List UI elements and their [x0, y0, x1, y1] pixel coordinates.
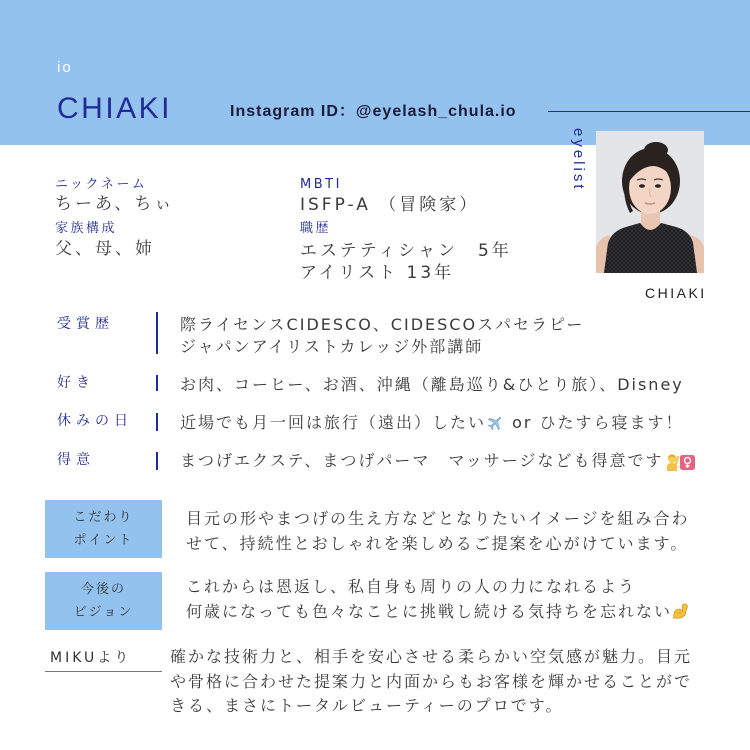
vision-label-line: ビジョン [73, 605, 134, 620]
mbti-value: ISFP-A （冒険家） [300, 195, 480, 215]
photo-caption: CHIAKI [645, 285, 707, 301]
family-label: 家族構成 [55, 221, 118, 236]
airplane-icon [487, 414, 504, 431]
vision-label-box [45, 572, 162, 630]
awards-label: 受賞歴 [57, 316, 114, 332]
awards-divider [156, 312, 158, 354]
vision-line: 何歳になっても色々なことに挑戦し続ける気持ちを忘れない [186, 602, 673, 621]
days-off-text-before: 近場でも月一回は旅行（遠出）したい [180, 413, 487, 432]
mbti-label: MBTI [300, 177, 342, 192]
career-value [300, 240, 512, 284]
comment-line: や骨格に合わせた提案力と内面からもお客様を輝かせることがで [170, 671, 693, 691]
vision-line-with-icon [186, 599, 690, 624]
days-off-text [180, 412, 684, 434]
career-line: アイリスト 13年 [300, 263, 455, 283]
commitment-line: せて、持続性とおしゃれを楽しめるご提案を心がけています。 [186, 534, 689, 553]
commitment-label-box [45, 500, 162, 558]
family-value: 父、母、姉 [55, 239, 155, 259]
awards-text [180, 314, 584, 358]
profile-name: CHIAKI [57, 92, 173, 125]
likes-label: 好き [57, 375, 95, 391]
female-sign-icon [680, 455, 695, 470]
flexed-biceps-icon [672, 602, 690, 620]
comment-label-underline [45, 671, 162, 672]
career-label: 職歴 [300, 221, 332, 236]
nickname-value: ちーあ、ちぃ [55, 194, 175, 214]
likes-text: お肉、コーヒー、お酒、沖縄（離島巡り&ひとり旅）、Disney [180, 375, 684, 394]
comment-label: MIKUより [50, 650, 132, 666]
commitment-label-line: こだわり [73, 510, 134, 525]
vision-line: これからは恩返し、私自身も周りの人の力になれるよう [186, 577, 637, 596]
name-prefix: io [57, 59, 73, 76]
portrait-image [596, 131, 704, 273]
vision-label-line: 今後の [80, 582, 126, 597]
awards-line: 際ライセンスCIDESCO、CIDESCOスパセラピー [180, 315, 585, 334]
commitment-text [186, 506, 690, 556]
commitment-line: 目元の形やまつげの生え方などとなりたいイメージを組み合わ [186, 509, 690, 528]
vision-text [186, 574, 690, 624]
woman-raising-hand-icon [664, 453, 695, 475]
days-off-label: 休みの日 [57, 413, 133, 429]
specialty-text [180, 450, 695, 475]
likes-divider [156, 375, 158, 391]
profile-photo [596, 131, 704, 273]
comment-line: 確かな技術力と、相手を安心させる柔らかい空気感が魅力。目元 [170, 647, 693, 666]
instagram-id: Instagram ID：@eyelash_chula.io [230, 103, 517, 120]
role-vertical-title: eyelist [570, 128, 587, 192]
comment-text [170, 645, 692, 719]
specialty-divider [156, 452, 158, 470]
days-off-divider [156, 413, 158, 431]
career-line: エステティシャン 5年 [300, 241, 512, 261]
commitment-label-line: ポイント [73, 533, 134, 548]
person-figure-icon [664, 453, 680, 471]
specialty-text-body: まつげエクステ、まつげパーマ マッサージなども得意です [180, 451, 664, 470]
comment-line: きる、まさにトータルビューティーのプロです。 [170, 696, 564, 715]
specialty-label: 得意 [57, 452, 95, 468]
awards-line: ジャパンアイリストカレッジ外部講師 [180, 337, 484, 356]
header-rule-line [548, 111, 750, 112]
nickname-label: ニックネーム [55, 177, 148, 192]
days-off-text-after: or ひたすら寝ます！ [505, 413, 684, 432]
